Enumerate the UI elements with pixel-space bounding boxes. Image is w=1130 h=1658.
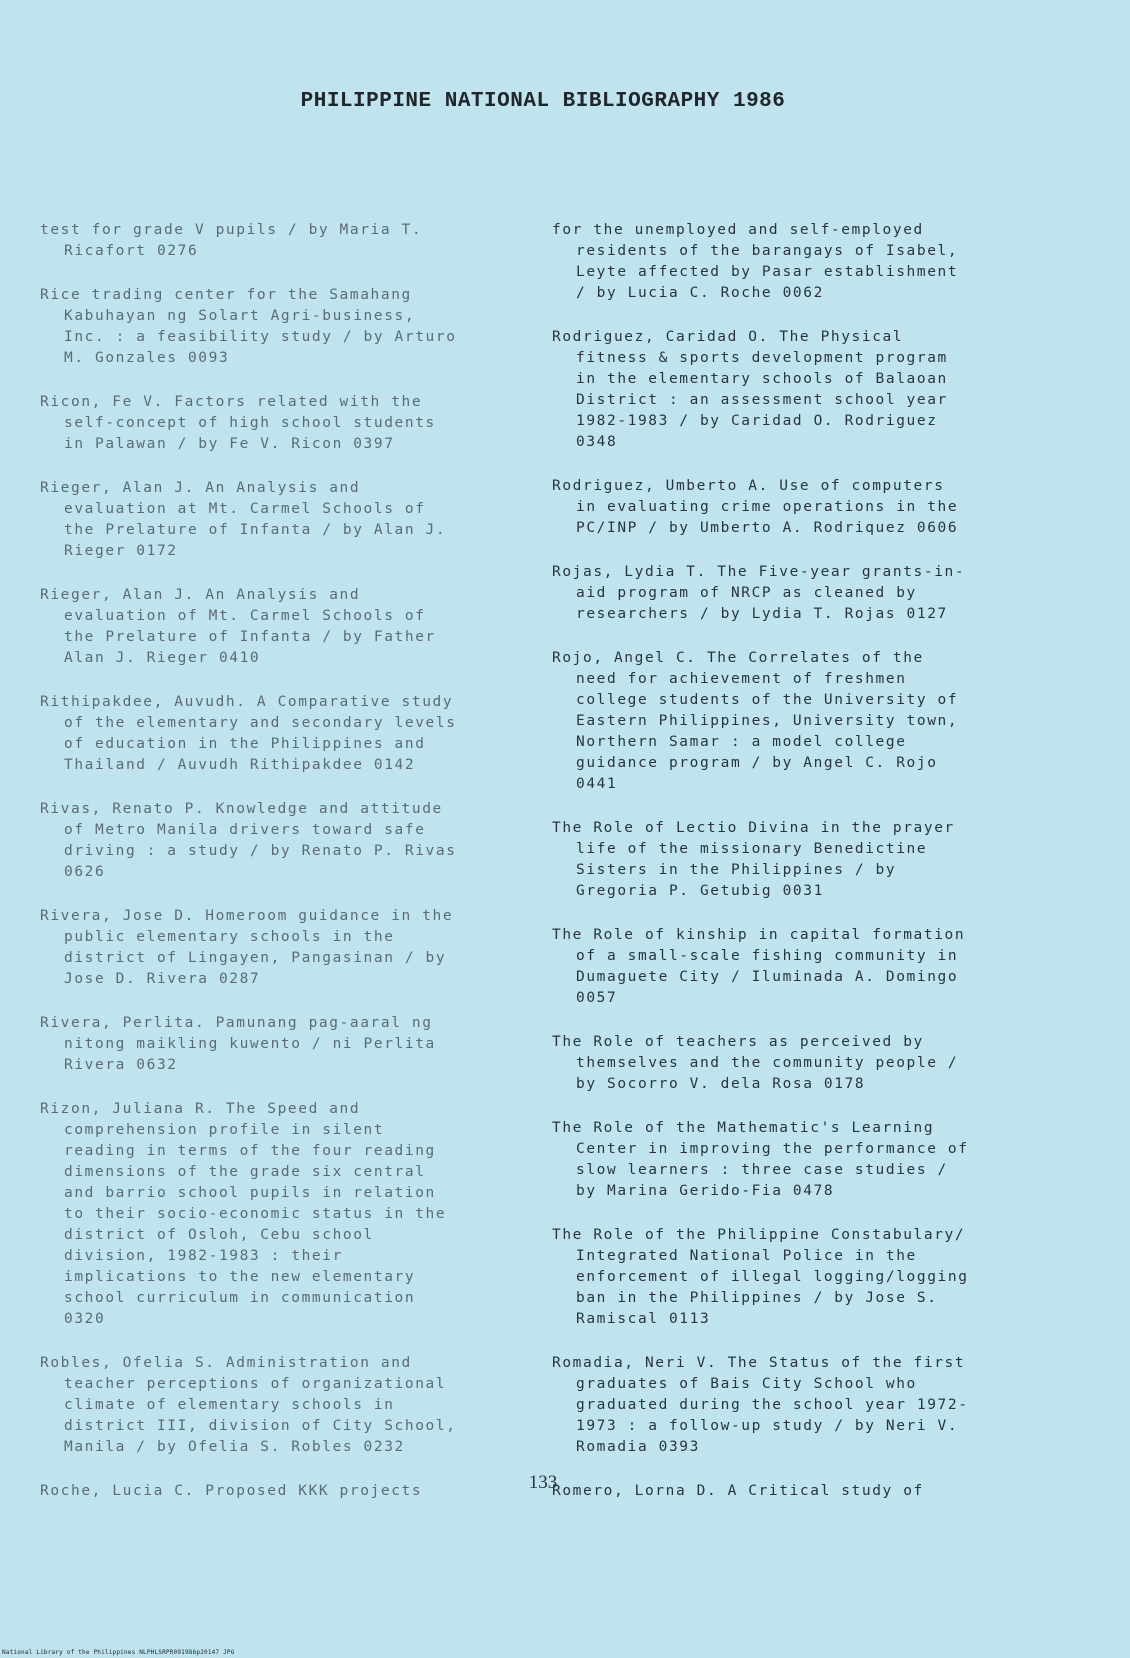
bibliography-entry: Rojas, Lydia T. The Five-year grants-in- aid program of NRCP as cleaned by researchers / by Lydia T. Rojas 0127 xyxy=(552,564,966,622)
page-title: PHILIPPINE NATIONAL BIBLIOGRAPHY 1986 xyxy=(300,90,786,113)
bibliography-entry: Rieger, Alan J. An Analysis and evaluation of Mt. Carmel Schools of the Prelature of Infanta / by Father Alan J. Rieger 0410 xyxy=(40,587,436,666)
bibliography-entry: Rodriguez, Caridad O. The Physical fitness & sports development program in the elementary schools of Balaoan District : an assessment school year 1982-1983 / by Caridad O. Rodriguez 0348 xyxy=(552,329,948,450)
bibliography-entry: Rivas, Renato P. Knowledge and attitude of Metro Manila drivers toward safe driving : a study / by Renato P. Rivas 0626 xyxy=(40,801,457,880)
bibliography-entry: Rizon, Juliana R. The Speed and comprehension profile in silent reading in terms of the four reading dimensions of the grade six central and barrio school pupils in relation to their socio-economic status in the district of Osloh, Cebu school division, 1982-1983 : their implications to the new elementary school curriculum in communication 0320 xyxy=(40,1101,447,1327)
left-column xyxy=(40,220,510,1525)
bibliography-entry: Rodriguez, Umberto A. Use of computers in evaluating crime operations in the PC/INP / by Umberto A. Rodriquez 0606 xyxy=(552,478,959,536)
bibliography-entry: Rieger, Alan J. An Analysis and evaluation at Mt. Carmel Schools of the Prelature of Infanta / by Alan J. Rieger 0172 xyxy=(40,480,447,559)
bibliography-entry: Romero, Lorna D. A Critical study of xyxy=(552,1483,924,1499)
bibliography-entry: Rice trading center for the Samahang Kabuhayan ng Solart Agri-business, Inc. : a feasibility study / by Arturo M. Gonzales 0093 xyxy=(40,287,457,366)
bibliography-entry: Romadia, Neri V. The Status of the first graduates of Bais City School who graduated during the school year 1972- 1973 : a follow-up study / by Neri V. Romadia 0393 xyxy=(552,1355,969,1455)
bibliography-entry: Rithipakdee, Auvudh. A Comparative study of the elementary and secondary levels of education in the Philippines and Thailand / Auvudh Rithipakdee 0142 xyxy=(40,694,457,773)
bibliography-entry: Robles, Ofelia S. Administration and teacher perceptions of organizational climate of elementary schools in district III, division of City School, Manila / by Ofelia S. Robles 0232 xyxy=(40,1355,457,1455)
right-column xyxy=(552,220,1022,1525)
footer-credit: National Library of the Philippines NLPHLSRPR091986p20147 JPG xyxy=(2,1649,235,1656)
bibliography-entry: Ricon, Fe V. Factors related with the self-concept of high school students in Palawan / by Fe V. Ricon 0397 xyxy=(40,394,436,452)
bibliography-entry: The Role of Lectio Divina in the prayer life of the missionary Benedictine Sisters in the Philippines / by Gregoria P. Getubig 0031 xyxy=(552,820,955,899)
bibliography-entry: Rivera, Perlita. Pamunang pag-aaral ng nitong maikling kuwento / ni Perlita Rivera 0632 xyxy=(40,1015,436,1073)
bibliography-entry: for the unemployed and self-employed residents of the barangays of Isabel, Leyte affected by Pasar establishment / by Lucia C. Roche 0062 xyxy=(552,222,959,301)
bibliography-entry: The Role of teachers as perceived by themselves and the community people / by Socorro V. dela Rosa 0178 xyxy=(552,1034,959,1092)
bibliography-entry: The Role of kinship in capital formation of a small-scale fishing community in Dumaguete City / Iluminada A. Domingo 0057 xyxy=(552,927,966,1006)
page-number: 133 xyxy=(528,1472,558,1493)
bibliography-entry: Rojo, Angel C. The Correlates of the need for achievement of freshmen college students of the University of Eastern Philippines, University town, Northern Samar : a model college guidance program / by Angel C. Rojo 0441 xyxy=(552,650,959,792)
bibliography-entry: The Role of the Philippine Constabulary/ Integrated National Police in the enforcement of illegal logging/logging ban in the Philippines / by Jose S. Ramiscal 0113 xyxy=(552,1227,969,1327)
bibliography-entry: Rivera, Jose D. Homeroom guidance in the public elementary schools in the district of Lingayen, Pangasinan / by Jose D. Rivera 0287 xyxy=(40,908,454,987)
bibliography-entry: test for grade V pupils / by Maria T. Ricafort 0276 xyxy=(40,222,423,259)
bibliography-entry: Roche, Lucia C. Proposed KKK projects xyxy=(40,1483,423,1499)
bibliography-entry: The Role of the Mathematic's Learning Center in improving the performance of slow learners : three case studies / by Marina Gerido-Fia 0478 xyxy=(552,1120,969,1199)
